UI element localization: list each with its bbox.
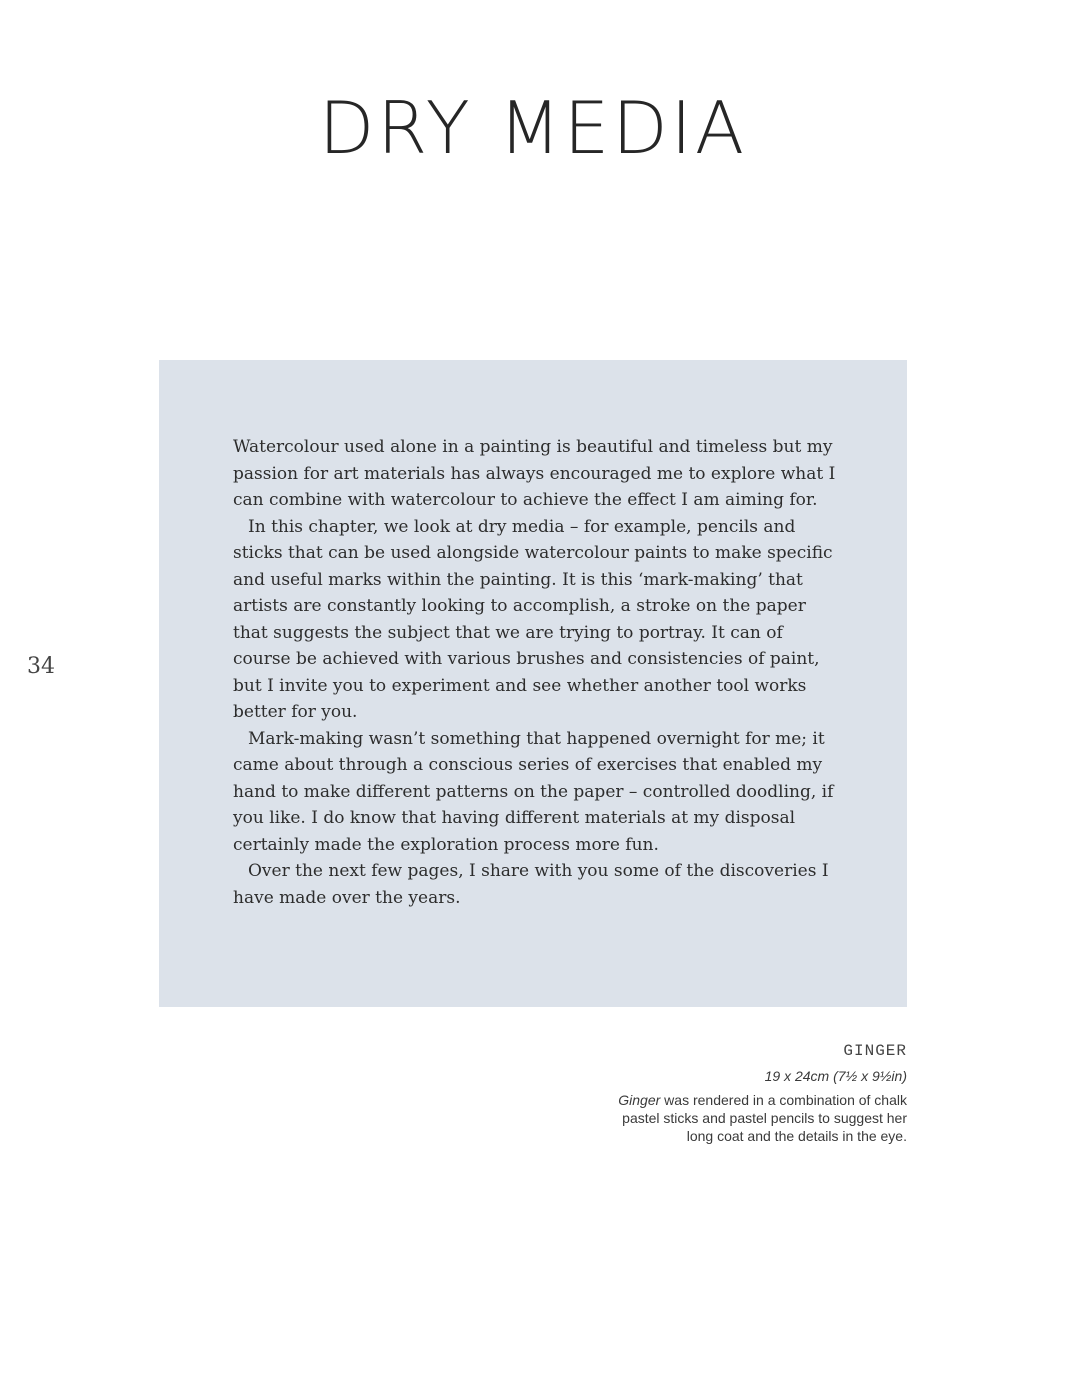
- paragraph-3: Mark-making wasn’t something that happened overnight for me; it came about through a conscious series of exercises that enabled my hand to make different patterns on the paper – controlled doodling, if you like. I do know that having different materials at my disposal certainly made the exploration process more fun.: [233, 728, 834, 855]
- caption-description: [607, 1091, 907, 1145]
- caption-description-text: was rendered in a combination of chalk pastel sticks and pastel pencils to suggest her long coat and the details in the eye.: [622, 1092, 907, 1144]
- caption-subject: Ginger: [618, 1092, 661, 1108]
- paragraph-4: Over the next few pages, I share with you some of the discoveries I have made over the years.: [233, 861, 829, 908]
- chapter-title: DRY MEDIA: [318, 86, 748, 170]
- paragraph-2: In this chapter, we look at dry media – for example, pencils and sticks that can be used alongside watercolour paints to make specific and useful marks within the painting. It is this ‘mark-making’ that artists are constantly looking to accomplish, a stroke on the paper that suggests the subject that we are trying to portray. It can of course be achieved with various brushes and consistencies of paint, but I invite you to experiment and see whether another tool works better for you.: [233, 516, 833, 722]
- image-caption: [607, 1041, 907, 1145]
- caption-title: GINGER: [843, 1042, 907, 1060]
- page-number: 34: [27, 654, 55, 679]
- intro-text-panel: [159, 360, 907, 1007]
- paragraph-1: Watercolour used alone in a painting is beautiful and timeless but my passion for art materials has always encouraged me to explore what I can combine with watercolour to achieve the effect I am aiming for.: [233, 437, 836, 510]
- caption-dimensions: 19 x 24cm (7½ x 9½in): [764, 1068, 907, 1084]
- intro-body-text: [233, 434, 843, 911]
